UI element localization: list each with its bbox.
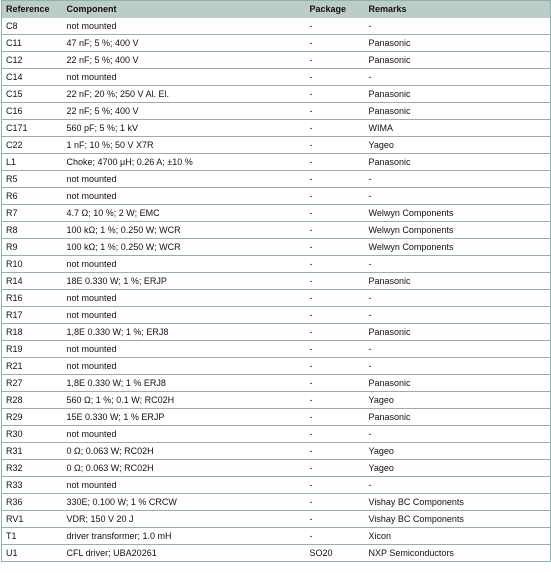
cell-component: not mounted <box>66 174 117 184</box>
table-row <box>2 528 551 545</box>
cell-component: not mounted <box>66 361 117 371</box>
cell-remarks: - <box>368 344 372 354</box>
cell-reference: R7 <box>6 208 18 218</box>
cell-component: 22 nF; 5 %; 400 V <box>66 106 139 116</box>
cell-package: - <box>309 310 313 320</box>
cell-component: 15E 0.330 W; 1 % ERJP <box>66 412 165 422</box>
cell-package: - <box>309 72 313 82</box>
table-row <box>2 460 551 477</box>
cell-reference: R31 <box>6 446 23 456</box>
header-reference: Reference <box>2 1 63 19</box>
cell-package: - <box>309 225 313 235</box>
table-row <box>2 120 551 137</box>
cell-remarks: Welwyn Components <box>368 242 454 252</box>
cell-reference: R28 <box>6 395 23 405</box>
cell-package: - <box>309 38 313 48</box>
cell-component: driver transformer; 1.0 mH <box>66 531 172 541</box>
table-row <box>2 341 551 358</box>
cell-reference: U1 <box>6 548 18 558</box>
table-row <box>2 35 551 52</box>
cell-component: not mounted <box>66 293 117 303</box>
component-table <box>1 0 551 562</box>
cell-reference: R17 <box>6 310 23 320</box>
cell-component: 1,8E 0.330 W; 1 % ERJ8 <box>66 378 166 388</box>
cell-package: - <box>309 463 313 473</box>
cell-remarks: Yageo <box>368 463 394 473</box>
cell-reference: L1 <box>6 157 17 167</box>
cell-package: - <box>309 446 313 456</box>
cell-component: not mounted <box>66 72 117 82</box>
cell-reference: R36 <box>6 497 23 507</box>
table-row <box>2 392 551 409</box>
cell-reference: C12 <box>6 55 23 65</box>
header-component: Component <box>63 1 306 19</box>
cell-package: - <box>309 361 313 371</box>
table-row <box>2 494 551 511</box>
cell-package: - <box>309 55 313 65</box>
cell-reference: C8 <box>6 21 18 31</box>
table-row <box>2 443 551 460</box>
cell-remarks: Panasonic <box>368 378 411 388</box>
cell-package: - <box>309 344 313 354</box>
cell-component: 0 Ω; 0.063 W; RC02H <box>66 463 154 473</box>
cell-remarks: NXP Semiconductors <box>368 548 454 558</box>
cell-reference: R18 <box>6 327 23 337</box>
table-row <box>2 358 551 375</box>
cell-remarks: - <box>368 191 372 201</box>
cell-remarks: Panasonic <box>368 327 411 337</box>
cell-package: - <box>309 327 313 337</box>
table-row <box>2 307 551 324</box>
header-remarks: Remarks <box>365 1 551 19</box>
cell-component: not mounted <box>66 344 117 354</box>
cell-package: - <box>309 174 313 184</box>
cell-package: - <box>309 89 313 99</box>
table-row <box>2 256 551 273</box>
table-row <box>2 52 551 69</box>
cell-reference: C171 <box>6 123 28 133</box>
cell-package: - <box>309 514 313 524</box>
cell-component: 0 Ω; 0.063 W; RC02H <box>66 446 154 456</box>
cell-package: - <box>309 21 313 31</box>
cell-remarks: - <box>368 174 372 184</box>
cell-remarks: - <box>368 21 372 31</box>
cell-component: 1 nF; 10 %; 50 V X7R <box>66 140 154 150</box>
cell-reference: R30 <box>6 429 23 439</box>
cell-remarks: Yageo <box>368 446 394 456</box>
cell-remarks: - <box>368 310 372 320</box>
cell-remarks: - <box>368 429 372 439</box>
cell-remarks: Panasonic <box>368 89 411 99</box>
cell-component: Choke; 4700 μH; 0.26 A; ±10 % <box>66 157 193 167</box>
cell-reference: R19 <box>6 344 23 354</box>
cell-reference: R10 <box>6 259 23 269</box>
table-row <box>2 171 551 188</box>
cell-remarks: Panasonic <box>368 55 411 65</box>
cell-component: VDR; 150 V 20 J <box>66 514 134 524</box>
cell-remarks: - <box>368 259 372 269</box>
cell-remarks: Vishay BC Components <box>368 497 464 507</box>
cell-remarks: Yageo <box>368 140 394 150</box>
table-row <box>2 154 551 171</box>
cell-reference: RV1 <box>6 514 24 524</box>
cell-remarks: Xicon <box>368 531 392 541</box>
table-row <box>2 86 551 103</box>
cell-component: 330E; 0.100 W; 1 % CRCW <box>66 497 177 507</box>
table-row <box>2 18 551 35</box>
cell-remarks: - <box>368 293 372 303</box>
cell-reference: C15 <box>6 89 23 99</box>
cell-reference: C16 <box>6 106 23 116</box>
table-row <box>2 239 551 256</box>
cell-remarks: WIMA <box>368 123 393 133</box>
cell-reference: C22 <box>6 140 23 150</box>
cell-component: not mounted <box>66 480 117 490</box>
cell-reference: R5 <box>6 174 18 184</box>
cell-remarks: Yageo <box>368 395 394 405</box>
cell-component: 560 pF; 5 %; 1 kV <box>66 123 139 133</box>
table-row <box>2 205 551 222</box>
cell-package: - <box>309 497 313 507</box>
cell-reference: C14 <box>6 72 23 82</box>
cell-component: 100 kΩ; 1 %; 0.250 W; WCR <box>66 225 181 235</box>
cell-package: - <box>309 531 313 541</box>
table-row <box>2 426 551 443</box>
cell-package: - <box>309 106 313 116</box>
cell-component: 18E 0.330 W; 1 %; ERJP <box>66 276 167 286</box>
cell-remarks: Panasonic <box>368 106 411 116</box>
cell-package: - <box>309 242 313 252</box>
cell-component: 560 Ω; 1 %; 0.1 W; RC02H <box>66 395 175 405</box>
cell-reference: C11 <box>6 38 22 48</box>
cell-remarks: Panasonic <box>368 38 411 48</box>
cell-package: - <box>309 140 313 150</box>
table-header-row <box>2 1 551 19</box>
cell-remarks: - <box>368 480 372 490</box>
cell-component: 22 nF; 5 %; 400 V <box>66 55 139 65</box>
cell-package: SO20 <box>309 548 333 558</box>
table-body <box>2 18 551 562</box>
table-row <box>2 222 551 239</box>
table-row <box>2 137 551 154</box>
cell-remarks: Panasonic <box>368 276 411 286</box>
cell-component: 1,8E 0.330 W; 1 %; ERJ8 <box>66 327 169 337</box>
cell-reference: R32 <box>6 463 23 473</box>
cell-reference: R33 <box>6 480 23 490</box>
cell-component: 4.7 Ω; 10 %; 2 W; EMC <box>66 208 160 218</box>
cell-reference: R14 <box>6 276 23 286</box>
cell-reference: R27 <box>6 378 23 388</box>
cell-component: not mounted <box>66 191 117 201</box>
cell-package: - <box>309 191 313 201</box>
cell-component: 100 kΩ; 1 %; 0.250 W; WCR <box>66 242 181 252</box>
cell-remarks: Vishay BC Components <box>368 514 464 524</box>
cell-package: - <box>309 276 313 286</box>
cell-package: - <box>309 123 313 133</box>
cell-reference: R8 <box>6 225 18 235</box>
cell-component: 22 nF; 20 %; 250 V Al. El. <box>66 89 170 99</box>
table-row <box>2 273 551 290</box>
cell-remarks: - <box>368 72 372 82</box>
cell-reference: T1 <box>6 531 17 541</box>
cell-package: - <box>309 429 313 439</box>
table-row <box>2 545 551 562</box>
table-row <box>2 511 551 528</box>
cell-package: - <box>309 208 313 218</box>
cell-component: CFL driver; UBA20261 <box>66 548 157 558</box>
cell-reference: R16 <box>6 293 23 303</box>
cell-component: not mounted <box>66 429 117 439</box>
cell-remarks: Panasonic <box>368 157 411 167</box>
cell-component: not mounted <box>66 21 117 31</box>
cell-package: - <box>309 157 313 167</box>
table-row <box>2 103 551 120</box>
header-package: Package <box>306 1 365 19</box>
table-row <box>2 324 551 341</box>
cell-component: not mounted <box>66 259 117 269</box>
table-row <box>2 409 551 426</box>
cell-remarks: Panasonic <box>368 412 411 422</box>
table-row <box>2 375 551 392</box>
table-row <box>2 69 551 86</box>
table-row <box>2 477 551 494</box>
cell-reference: R9 <box>6 242 18 252</box>
table-row <box>2 290 551 307</box>
cell-component: not mounted <box>66 310 117 320</box>
cell-package: - <box>309 378 313 388</box>
cell-reference: R6 <box>6 191 18 201</box>
cell-remarks: Welwyn Components <box>368 225 454 235</box>
cell-package: - <box>309 293 313 303</box>
cell-package: - <box>309 412 313 422</box>
cell-package: - <box>309 480 313 490</box>
cell-remarks: - <box>368 361 372 371</box>
cell-reference: R21 <box>6 361 23 371</box>
cell-remarks: Welwyn Components <box>368 208 454 218</box>
cell-package: - <box>309 259 313 269</box>
cell-component: 47 nF; 5 %; 400 V <box>66 38 139 48</box>
cell-package: - <box>309 395 313 405</box>
table-row <box>2 188 551 205</box>
cell-reference: R29 <box>6 412 23 422</box>
